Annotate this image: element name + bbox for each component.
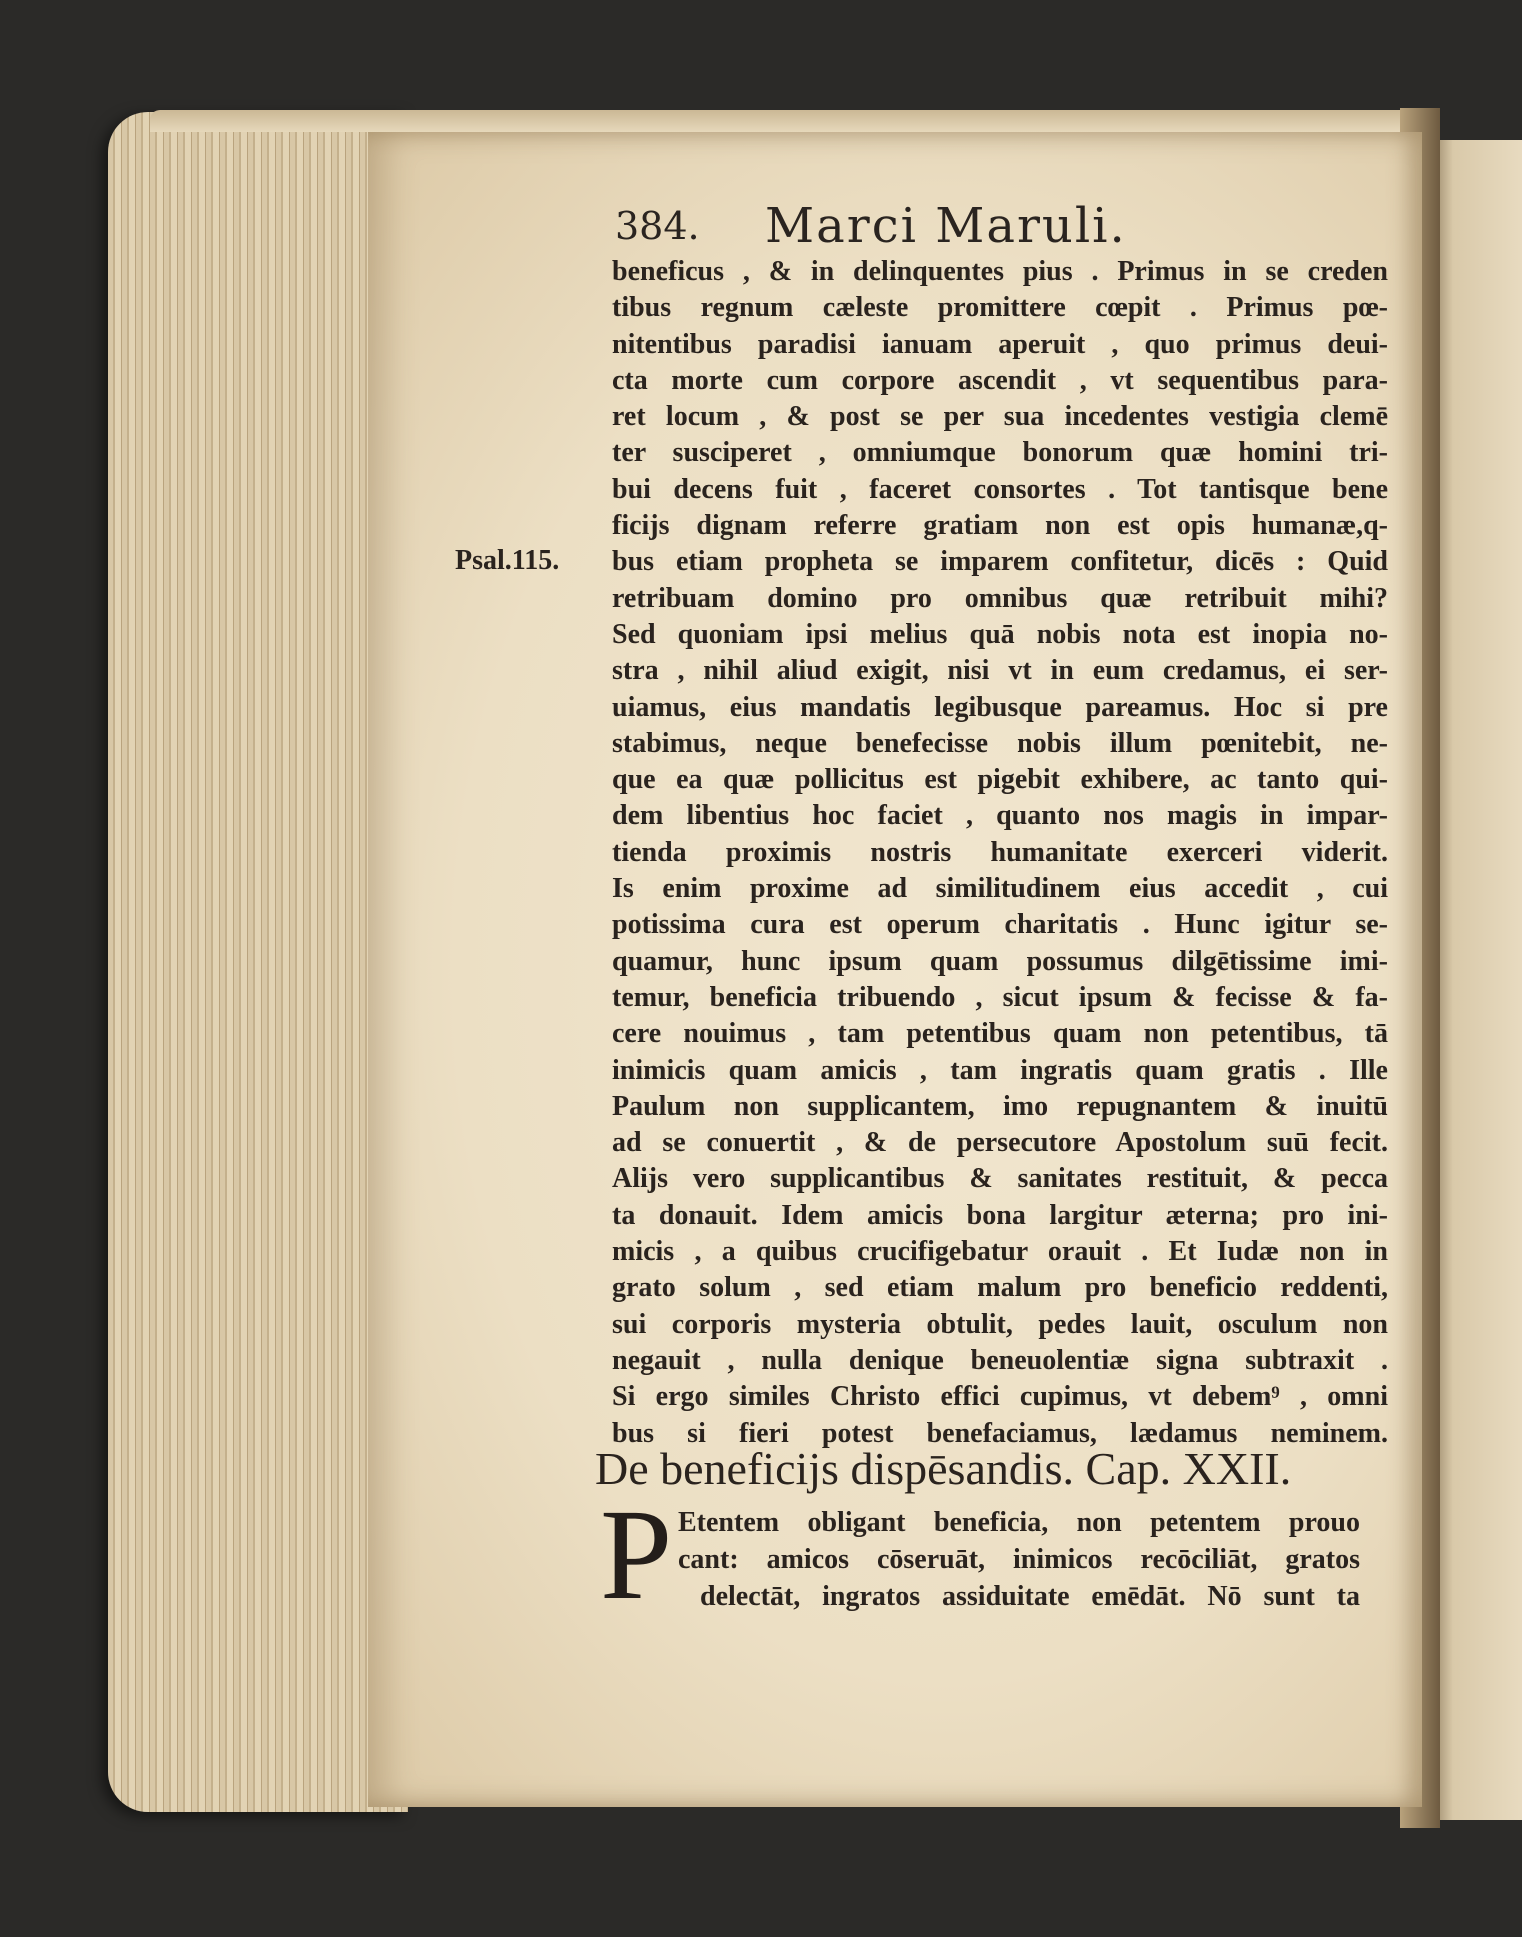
text-line: cant: amicos cōseruāt, inimicos recōciliāt, gratos xyxy=(678,1544,1360,1575)
text-line: quamur, hunc ipsum quam possumus dilgētissime imi- xyxy=(612,945,1388,977)
text-line: ret locum , & post se per sua incedentes vestigia clemē xyxy=(612,401,1388,433)
chapter-paragraph xyxy=(678,1504,1360,1615)
text-line: tibus regnum cæleste promittere cœpit . Primus pœ- xyxy=(612,292,1388,324)
text-line: negauit , nulla denique beneuolentiæ signa subtraxit . xyxy=(612,1344,1388,1376)
text-line: tienda proximis nostris humanitate exerceri viderit. xyxy=(612,836,1388,868)
text-line: nitentibus paradisi ianuam aperuit , quo primus deui- xyxy=(612,328,1388,360)
text-line: stra , nihil aliud exigit, nisi vt in eum credamus, ei ser- xyxy=(612,655,1388,687)
text-line: cere nouimus , tam petentibus quam non petentibus, tā xyxy=(612,1018,1388,1050)
text-line: temur, beneficia tribuendo , sicut ipsum & fecisse & fa- xyxy=(612,981,1388,1013)
text-line: Sed quoniam ipsi melius quā nobis nota est inopia no- xyxy=(612,618,1388,650)
text-line: sui corporis mysteria obtulit, pedes lauit, osculum non xyxy=(612,1308,1388,1340)
text-line: grato solum , sed etiam malum pro beneficio reddenti, xyxy=(612,1272,1388,1304)
text-line: ad se conuertit , & de persecutore Apostolum suū fecit. xyxy=(612,1127,1388,1159)
text-line: beneficus , & in delinquentes pius . Primus in se creden xyxy=(612,256,1388,287)
page-edges xyxy=(108,112,408,1812)
drop-cap: P xyxy=(600,1483,673,1627)
text-line: ter susciperet , omniumque bonorum quæ homini tri- xyxy=(612,437,1388,469)
text-line: inimicis quam amicis , tam ingratis quam gratis . Ille xyxy=(612,1054,1388,1086)
text-line: bui decens fuit , faceret consortes . Tot tantisque bene xyxy=(612,473,1388,505)
body-text xyxy=(612,254,1388,1452)
text-line: cta morte cum corpore ascendit , vt sequentibus para- xyxy=(612,364,1388,396)
text-line: potissima cura est operum charitatis . Hunc igitur se- xyxy=(612,909,1388,941)
page-number: 384. xyxy=(615,204,700,248)
facing-page xyxy=(1428,140,1522,1820)
text-line: Si ergo similes Christo effici cupimus, vt debem⁹ , omni xyxy=(612,1381,1388,1413)
text-line: retribuam domino pro omnibus quæ retribuit mihi? xyxy=(612,582,1388,614)
text-line: ficijs dignam referre gratiam non est opis humanæ,q- xyxy=(612,510,1388,542)
text-line: que ea quæ pollicitus est pigebit exhibere, ac tanto qui- xyxy=(612,764,1388,796)
text-line: Etentem obligant beneficia, non petentem prouo xyxy=(678,1507,1360,1538)
text-line: bus si fieri potest benefaciamus, lædamus neminem. xyxy=(612,1417,1388,1449)
margin-note: Psal.115. xyxy=(455,545,560,576)
running-header xyxy=(615,198,1375,254)
text-line: delectāt, ingratos assiduitate emēdāt. Nō sunt ta xyxy=(700,1581,1360,1612)
text-line: Alijs vero supplicantibus & sanitates restituit, & pecca xyxy=(612,1163,1388,1195)
text-line: bus etiam propheta se imparem confitetur, dicēs : Quid xyxy=(612,546,1388,578)
text-line: micis , a quibus crucifigebatur orauit . Et Iudæ non in xyxy=(612,1236,1388,1268)
text-line: stabimus, neque benefecisse nobis illum pœnitebit, ne- xyxy=(612,727,1388,759)
text-line: uiamus, eius mandatis legibusque pareamus. Hoc si pre xyxy=(612,691,1388,723)
text-line: Paulum non supplicantem, imo repugnantem & inuitū xyxy=(612,1090,1388,1122)
page-edges-top xyxy=(150,110,1410,132)
text-line: ta donauit. Idem amicis bona largitur æterna; pro ini- xyxy=(612,1199,1388,1231)
text-line: dem libentius hoc faciet , quanto nos magis in impar- xyxy=(612,800,1388,832)
running-title: Marci Maruli. xyxy=(765,198,1127,254)
text-line: Is enim proxime ad similitudinem eius accedit , cui xyxy=(612,873,1388,905)
chapter-heading: De beneficijs dispēsandis. Cap. XXII. xyxy=(595,1443,1292,1494)
